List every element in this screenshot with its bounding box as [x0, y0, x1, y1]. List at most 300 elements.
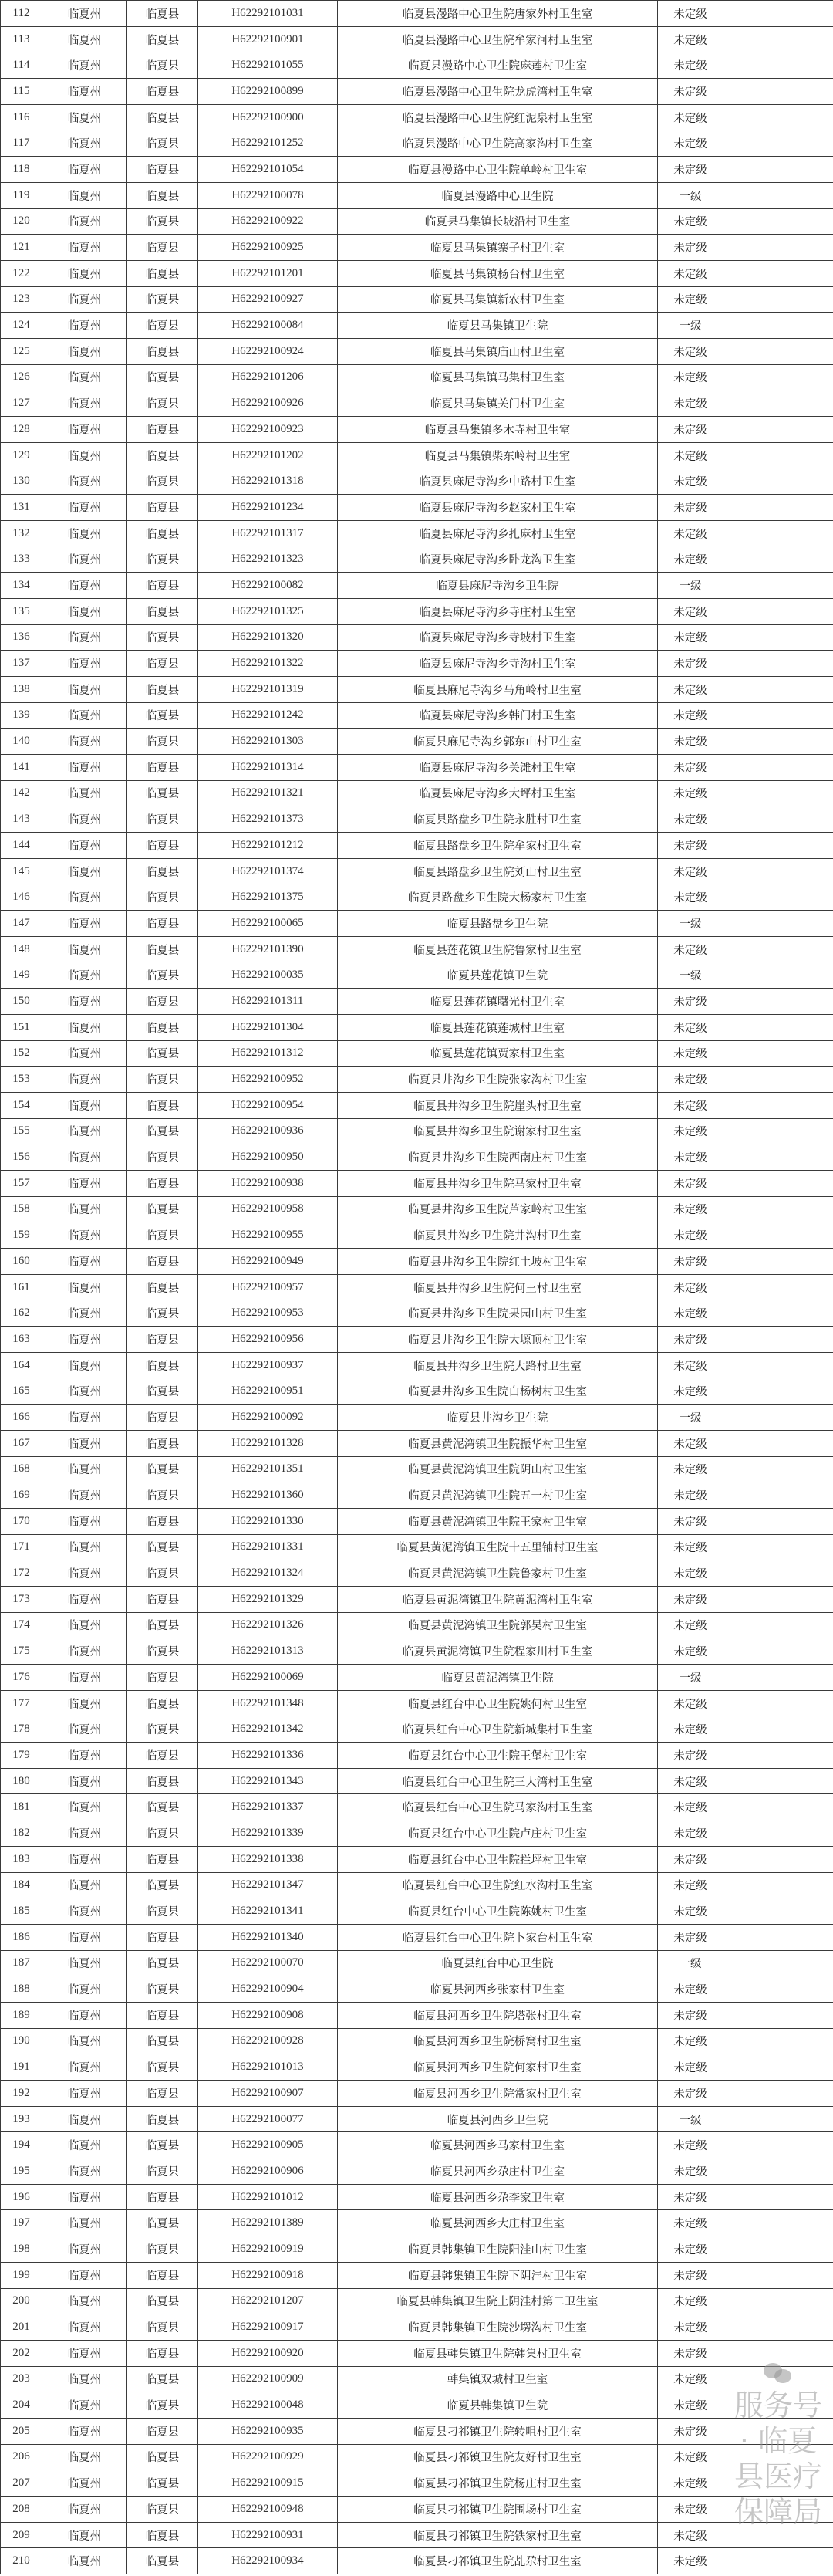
remarks-cell	[723, 1222, 833, 1249]
remarks-cell	[723, 1794, 833, 1820]
remarks-cell	[723, 260, 833, 286]
table-row	[1, 1820, 833, 1847]
institution-code-cell: H62292101206	[198, 364, 338, 390]
institution-code-cell: H62292101330	[198, 1508, 338, 1534]
prefecture-cell: 临夏州	[42, 651, 127, 677]
remarks-cell	[723, 2158, 833, 2185]
institution-name-cell: 临夏县井沟乡卫生院白杨树村卫生室	[338, 1378, 658, 1405]
row-number: 117	[1, 130, 42, 157]
county-cell: 临夏县	[127, 52, 198, 79]
table-row	[1, 235, 833, 261]
institution-name-cell: 临夏县刁祁镇卫生院铁家村卫生室	[338, 2522, 658, 2548]
table-row	[1, 833, 833, 859]
level-cell: 一级	[658, 962, 723, 989]
institution-name-cell: 临夏县刁祁镇卫生院杨庄村卫生室	[338, 2470, 658, 2497]
prefecture-cell: 临夏州	[42, 1768, 127, 1794]
row-number: 208	[1, 2497, 42, 2523]
prefecture-cell: 临夏州	[42, 1014, 127, 1040]
institution-code-cell: H62292101303	[198, 729, 338, 755]
row-number: 177	[1, 1690, 42, 1716]
remarks-cell	[723, 624, 833, 651]
institution-name-cell: 临夏县河西乡卫生院塔张村卫生室	[338, 2002, 658, 2028]
county-cell: 临夏县	[127, 2470, 198, 2497]
table-row	[1, 1716, 833, 1743]
level-cell: 未定级	[658, 1768, 723, 1794]
remarks-cell	[723, 2418, 833, 2444]
county-cell: 临夏县	[127, 2054, 198, 2081]
level-cell: 未定级	[658, 2210, 723, 2236]
row-number: 198	[1, 2236, 42, 2263]
institution-code-cell: H62292101013	[198, 2054, 338, 2081]
table-row	[1, 79, 833, 105]
institution-name-cell: 临夏县马集镇关门村卫生室	[338, 390, 658, 417]
prefecture-cell: 临夏州	[42, 2392, 127, 2419]
remarks-cell	[723, 1118, 833, 1144]
remarks-cell	[723, 1924, 833, 1950]
institution-code-cell: H62292100915	[198, 2470, 338, 2497]
prefecture-cell: 临夏州	[42, 1405, 127, 1431]
prefecture-cell: 临夏州	[42, 1846, 127, 1872]
remarks-cell	[723, 780, 833, 806]
institution-name-cell: 临夏县莲花镇卫生院鲁家村卫生室	[338, 936, 658, 962]
county-cell: 临夏县	[127, 651, 198, 677]
row-number: 169	[1, 1482, 42, 1509]
level-cell: 未定级	[658, 833, 723, 859]
institution-name-cell: 临夏县河西乡卫生院	[338, 2106, 658, 2132]
row-number: 121	[1, 235, 42, 261]
institution-name-cell: 临夏县黄泥湾镇卫生院十五里铺村卫生室	[338, 1534, 658, 1560]
institution-name-cell: 临夏县红台中心卫生院卜家台村卫生室	[338, 1924, 658, 1950]
institution-code-cell: H62292100904	[198, 1976, 338, 2003]
row-number: 130	[1, 468, 42, 495]
remarks-cell	[723, 2106, 833, 2132]
prefecture-cell: 临夏州	[42, 130, 127, 157]
level-cell: 未定级	[658, 1196, 723, 1222]
institution-name-cell: 临夏县黄泥湾镇卫生院郭吴村卫生室	[338, 1612, 658, 1638]
row-number: 164	[1, 1352, 42, 1378]
level-cell: 未定级	[658, 702, 723, 729]
row-number: 157	[1, 1170, 42, 1196]
remarks-cell	[723, 1274, 833, 1300]
row-number: 140	[1, 729, 42, 755]
table-row	[1, 2028, 833, 2054]
row-number: 118	[1, 157, 42, 183]
institution-code-cell: H62292100952	[198, 1067, 338, 1093]
table-row	[1, 1300, 833, 1327]
row-number: 180	[1, 1768, 42, 1794]
institution-code-cell: H62292100908	[198, 2002, 338, 2028]
institution-code-cell: H62292101331	[198, 1534, 338, 1560]
level-cell: 未定级	[658, 130, 723, 157]
institution-name-cell: 临夏县漫路中心卫生院牟家河村卫生室	[338, 26, 658, 52]
institution-name-cell: 临夏县韩集镇卫生院韩集村卫生室	[338, 2340, 658, 2366]
county-cell: 临夏县	[127, 1249, 198, 1275]
table-row	[1, 2340, 833, 2366]
remarks-cell	[723, 1, 833, 27]
institution-code-cell: H62292101324	[198, 1560, 338, 1587]
level-cell: 未定级	[658, 2548, 723, 2574]
county-cell: 临夏县	[127, 1665, 198, 1691]
remarks-cell	[723, 546, 833, 573]
level-cell: 未定级	[658, 1743, 723, 1769]
remarks-cell	[723, 182, 833, 208]
level-cell: 未定级	[658, 1794, 723, 1820]
row-number: 124	[1, 313, 42, 339]
institution-name-cell: 临夏县路盘乡卫生院	[338, 911, 658, 937]
level-cell: 未定级	[658, 858, 723, 884]
level-cell: 未定级	[658, 1924, 723, 1950]
institution-code-cell: H62292100082	[198, 573, 338, 599]
institution-name-cell: 临夏县麻尼寺沟乡中路村卫生室	[338, 468, 658, 495]
institution-code-cell: H62292100949	[198, 1249, 338, 1275]
remarks-cell	[723, 1768, 833, 1794]
institution-name-cell: 临夏县漫路中心卫生院龙虎湾村卫生室	[338, 79, 658, 105]
institution-code-cell: H62292100925	[198, 235, 338, 261]
institution-code-cell: H62292101375	[198, 884, 338, 911]
institution-code-cell: H62292101347	[198, 1872, 338, 1898]
institution-name-cell: 临夏县漫路中心卫生院红泥泉村卫生室	[338, 104, 658, 130]
county-cell: 临夏县	[127, 468, 198, 495]
county-cell: 临夏县	[127, 286, 198, 313]
institution-name-cell: 临夏县韩集镇卫生院上阴洼村第二卫生室	[338, 2288, 658, 2314]
remarks-cell	[723, 1378, 833, 1405]
level-cell: 未定级	[658, 495, 723, 521]
table-row	[1, 2314, 833, 2341]
remarks-cell	[723, 1638, 833, 1665]
remarks-cell	[723, 1092, 833, 1118]
remarks-cell	[723, 676, 833, 702]
institution-code-cell: H62292101351	[198, 1456, 338, 1482]
institution-name-cell: 临夏县麻尼寺沟乡关滩村卫生室	[338, 754, 658, 780]
county-cell: 临夏县	[127, 104, 198, 130]
institution-name-cell: 临夏县井沟乡卫生院芦家岭村卫生室	[338, 1196, 658, 1222]
institution-name-cell: 临夏县河西乡尕庄村卫生室	[338, 2158, 658, 2185]
remarks-cell	[723, 962, 833, 989]
table-row	[1, 338, 833, 364]
remarks-cell	[723, 2470, 833, 2497]
remarks-cell	[723, 702, 833, 729]
institution-name-cell: 临夏县井沟乡卫生院井沟村卫生室	[338, 1222, 658, 1249]
county-cell: 临夏县	[127, 806, 198, 833]
level-cell: 未定级	[658, 1976, 723, 2003]
institution-code-cell: H62292101339	[198, 1820, 338, 1847]
level-cell: 未定级	[658, 546, 723, 573]
institution-code-cell: H62292101341	[198, 1898, 338, 1925]
remarks-cell	[723, 2236, 833, 2263]
row-number: 141	[1, 754, 42, 780]
row-number: 127	[1, 390, 42, 417]
row-number: 123	[1, 286, 42, 313]
remarks-cell	[723, 1560, 833, 1587]
level-cell: 未定级	[658, 598, 723, 624]
row-number: 175	[1, 1638, 42, 1665]
prefecture-cell: 临夏州	[42, 260, 127, 286]
institution-name-cell: 临夏县漫路中心卫生院单岭村卫生室	[338, 157, 658, 183]
prefecture-cell: 临夏州	[42, 1352, 127, 1378]
table-row	[1, 1274, 833, 1300]
institution-code-cell: H62292101242	[198, 702, 338, 729]
remarks-cell	[723, 2262, 833, 2288]
institution-code-cell: H62292100905	[198, 2132, 338, 2158]
level-cell: 未定级	[658, 1846, 723, 1872]
remarks-cell	[723, 858, 833, 884]
county-cell: 临夏县	[127, 2497, 198, 2523]
prefecture-cell: 临夏州	[42, 520, 127, 546]
level-cell: 未定级	[658, 2158, 723, 2185]
table-row	[1, 2444, 833, 2470]
institution-name-cell: 临夏县漫路中心卫生院高家沟村卫生室	[338, 130, 658, 157]
row-number: 165	[1, 1378, 42, 1405]
table-row	[1, 573, 833, 599]
county-cell: 临夏县	[127, 546, 198, 573]
institution-name-cell: 临夏县麻尼寺沟乡马角岭村卫生室	[338, 676, 658, 702]
remarks-cell	[723, 52, 833, 79]
remarks-cell	[723, 1612, 833, 1638]
row-number: 203	[1, 2366, 42, 2392]
county-cell: 临夏县	[127, 1560, 198, 1587]
county-cell: 临夏县	[127, 936, 198, 962]
table-row	[1, 1196, 833, 1222]
prefecture-cell: 临夏州	[42, 676, 127, 702]
table-row	[1, 2470, 833, 2497]
institution-name-cell: 临夏县麻尼寺沟乡卧龙沟卫生室	[338, 546, 658, 573]
institution-code-cell: H62292101313	[198, 1638, 338, 1665]
institution-name-cell: 临夏县河西乡大庄村卫生室	[338, 2210, 658, 2236]
remarks-cell	[723, 1405, 833, 1431]
remarks-cell	[723, 1716, 833, 1743]
prefecture-cell: 临夏州	[42, 2470, 127, 2497]
institution-name-cell: 临夏县莲花镇曙光村卫生室	[338, 989, 658, 1015]
institution-code-cell: H62292100950	[198, 1144, 338, 1171]
level-cell: 未定级	[658, 2366, 723, 2392]
table-row	[1, 1794, 833, 1820]
prefecture-cell: 临夏州	[42, 1144, 127, 1171]
remarks-cell	[723, 1249, 833, 1275]
level-cell: 未定级	[658, 1092, 723, 1118]
prefecture-cell: 临夏州	[42, 546, 127, 573]
prefecture-cell: 临夏州	[42, 1534, 127, 1560]
table-row	[1, 26, 833, 52]
institution-code-cell: H62292101321	[198, 780, 338, 806]
table-row	[1, 2132, 833, 2158]
remarks-cell	[723, 2054, 833, 2081]
prefecture-cell: 临夏州	[42, 962, 127, 989]
level-cell: 一级	[658, 313, 723, 339]
remarks-cell	[723, 208, 833, 235]
institution-name-cell: 临夏县河西乡尕李家卫生室	[338, 2184, 658, 2210]
row-number: 173	[1, 1586, 42, 1612]
row-number: 151	[1, 1014, 42, 1040]
remarks-cell	[723, 754, 833, 780]
prefecture-cell: 临夏州	[42, 702, 127, 729]
level-cell: 未定级	[658, 676, 723, 702]
remarks-cell	[723, 911, 833, 937]
institution-code-cell: H62292101320	[198, 624, 338, 651]
table-row	[1, 1743, 833, 1769]
table-row	[1, 2262, 833, 2288]
level-cell: 未定级	[658, 390, 723, 417]
row-number: 160	[1, 1249, 42, 1275]
county-cell: 临夏县	[127, 1924, 198, 1950]
row-number: 115	[1, 79, 42, 105]
remarks-cell	[723, 338, 833, 364]
level-cell: 未定级	[658, 1560, 723, 1587]
county-cell: 临夏县	[127, 2444, 198, 2470]
table-row	[1, 729, 833, 755]
county-cell: 临夏县	[127, 364, 198, 390]
institution-name-cell: 临夏县红台中心卫生院陈姚村卫生室	[338, 1898, 658, 1925]
institution-code-cell: H62292100078	[198, 182, 338, 208]
level-cell: 未定级	[658, 1456, 723, 1482]
prefecture-cell: 临夏州	[42, 1249, 127, 1275]
prefecture-cell: 临夏州	[42, 1898, 127, 1925]
level-cell: 未定级	[658, 1300, 723, 1327]
level-cell: 未定级	[658, 1508, 723, 1534]
county-cell: 临夏县	[127, 2392, 198, 2419]
prefecture-cell: 临夏州	[42, 2054, 127, 2081]
institution-code-cell: H62292100922	[198, 208, 338, 235]
table-row	[1, 754, 833, 780]
table-row	[1, 702, 833, 729]
remarks-cell	[723, 1196, 833, 1222]
prefecture-cell: 临夏州	[42, 598, 127, 624]
county-cell: 临夏县	[127, 1612, 198, 1638]
county-cell: 临夏县	[127, 2288, 198, 2314]
institution-code-cell: H62292100917	[198, 2314, 338, 2341]
table-row	[1, 1924, 833, 1950]
institution-code-cell: H62292100929	[198, 2444, 338, 2470]
prefecture-cell: 临夏州	[42, 313, 127, 339]
institution-code-cell: H62292101055	[198, 52, 338, 79]
table-row	[1, 780, 833, 806]
prefecture-cell: 临夏州	[42, 2444, 127, 2470]
institution-name-cell: 临夏县漫路中心卫生院	[338, 182, 658, 208]
row-number: 137	[1, 651, 42, 677]
institution-name-cell: 临夏县刁祁镇卫生院转咀村卫生室	[338, 2418, 658, 2444]
county-cell: 临夏县	[127, 676, 198, 702]
table-row	[1, 1430, 833, 1456]
level-cell: 未定级	[658, 936, 723, 962]
institution-code-cell: H62292100931	[198, 2522, 338, 2548]
institution-code-cell: H62292101360	[198, 1482, 338, 1509]
institution-code-cell: H62292101319	[198, 676, 338, 702]
row-number: 126	[1, 364, 42, 390]
institution-name-cell: 临夏县麻尼寺沟乡扎麻村卫生室	[338, 520, 658, 546]
prefecture-cell: 临夏州	[42, 2081, 127, 2107]
level-cell: 未定级	[658, 1638, 723, 1665]
county-cell: 临夏县	[127, 624, 198, 651]
remarks-cell	[723, 1300, 833, 1327]
remarks-cell	[723, 573, 833, 599]
row-number: 209	[1, 2522, 42, 2548]
table-row	[1, 1170, 833, 1196]
row-number: 189	[1, 2002, 42, 2028]
table-row	[1, 884, 833, 911]
row-number: 188	[1, 1976, 42, 2003]
remarks-cell	[723, 1534, 833, 1560]
remarks-cell	[723, 1820, 833, 1847]
level-cell: 未定级	[658, 1352, 723, 1378]
level-cell: 一级	[658, 911, 723, 937]
row-number: 178	[1, 1716, 42, 1743]
row-number: 125	[1, 338, 42, 364]
level-cell: 未定级	[658, 2028, 723, 2054]
prefecture-cell: 临夏州	[42, 833, 127, 859]
county-cell: 临夏县	[127, 313, 198, 339]
institution-name-cell: 临夏县麻尼寺沟乡寺坡村卫生室	[338, 624, 658, 651]
remarks-cell	[723, 520, 833, 546]
remarks-cell	[723, 286, 833, 313]
row-number: 167	[1, 1430, 42, 1456]
prefecture-cell: 临夏州	[42, 1040, 127, 1067]
institution-code-cell: H62292101348	[198, 1690, 338, 1716]
county-cell: 临夏县	[127, 1327, 198, 1353]
prefecture-cell: 临夏州	[42, 182, 127, 208]
table-row	[1, 2392, 833, 2419]
remarks-cell	[723, 442, 833, 468]
county-cell: 临夏县	[127, 2340, 198, 2366]
table-row	[1, 2497, 833, 2523]
prefecture-cell: 临夏州	[42, 2002, 127, 2028]
prefecture-cell: 临夏州	[42, 806, 127, 833]
institution-name-cell: 临夏县麻尼寺沟乡韩门村卫生室	[338, 702, 658, 729]
prefecture-cell: 临夏州	[42, 338, 127, 364]
table-row	[1, 1067, 833, 1093]
institution-name-cell: 临夏县韩集镇卫生院下阴洼村卫生室	[338, 2262, 658, 2288]
row-number: 120	[1, 208, 42, 235]
level-cell: 未定级	[658, 2497, 723, 2523]
institution-name-cell: 临夏县红台中心卫生院卢庄村卫生室	[338, 1820, 658, 1847]
table-row	[1, 286, 833, 313]
institution-code-cell: H62292100919	[198, 2236, 338, 2263]
row-number: 159	[1, 1222, 42, 1249]
remarks-cell	[723, 1040, 833, 1067]
institution-code-cell: H62292101212	[198, 833, 338, 859]
institution-code-cell: H62292101318	[198, 468, 338, 495]
prefecture-cell: 临夏州	[42, 79, 127, 105]
county-cell: 临夏县	[127, 2236, 198, 2263]
row-number: 114	[1, 52, 42, 79]
table-row	[1, 2106, 833, 2132]
remarks-cell	[723, 1665, 833, 1691]
prefecture-cell: 临夏州	[42, 858, 127, 884]
institution-name-cell: 临夏县红台中心卫生院拦坪村卫生室	[338, 1846, 658, 1872]
remarks-cell	[723, 2392, 833, 2419]
institution-code-cell: H62292100906	[198, 2158, 338, 2185]
institution-code-cell: H62292101202	[198, 442, 338, 468]
table-row	[1, 1222, 833, 1249]
institution-name-cell: 临夏县莲花镇贾家村卫生室	[338, 1040, 658, 1067]
remarks-cell	[723, 1586, 833, 1612]
prefecture-cell: 临夏州	[42, 780, 127, 806]
county-cell: 临夏县	[127, 989, 198, 1015]
row-number: 171	[1, 1534, 42, 1560]
prefecture-cell: 临夏州	[42, 52, 127, 79]
institution-name-cell: 临夏县红台中心卫生院马家沟村卫生室	[338, 1794, 658, 1820]
county-cell: 临夏县	[127, 1898, 198, 1925]
level-cell: 未定级	[658, 364, 723, 390]
institution-name-cell: 临夏县漫路中心卫生院唐家外村卫生室	[338, 1, 658, 27]
prefecture-cell: 临夏州	[42, 1092, 127, 1118]
table-row	[1, 260, 833, 286]
institution-code-cell: H62292100069	[198, 1665, 338, 1691]
institution-code-cell: H62292101343	[198, 1768, 338, 1794]
row-number: 170	[1, 1508, 42, 1534]
level-cell: 未定级	[658, 520, 723, 546]
prefecture-cell: 临夏州	[42, 2106, 127, 2132]
table-row	[1, 1378, 833, 1405]
row-number: 132	[1, 520, 42, 546]
